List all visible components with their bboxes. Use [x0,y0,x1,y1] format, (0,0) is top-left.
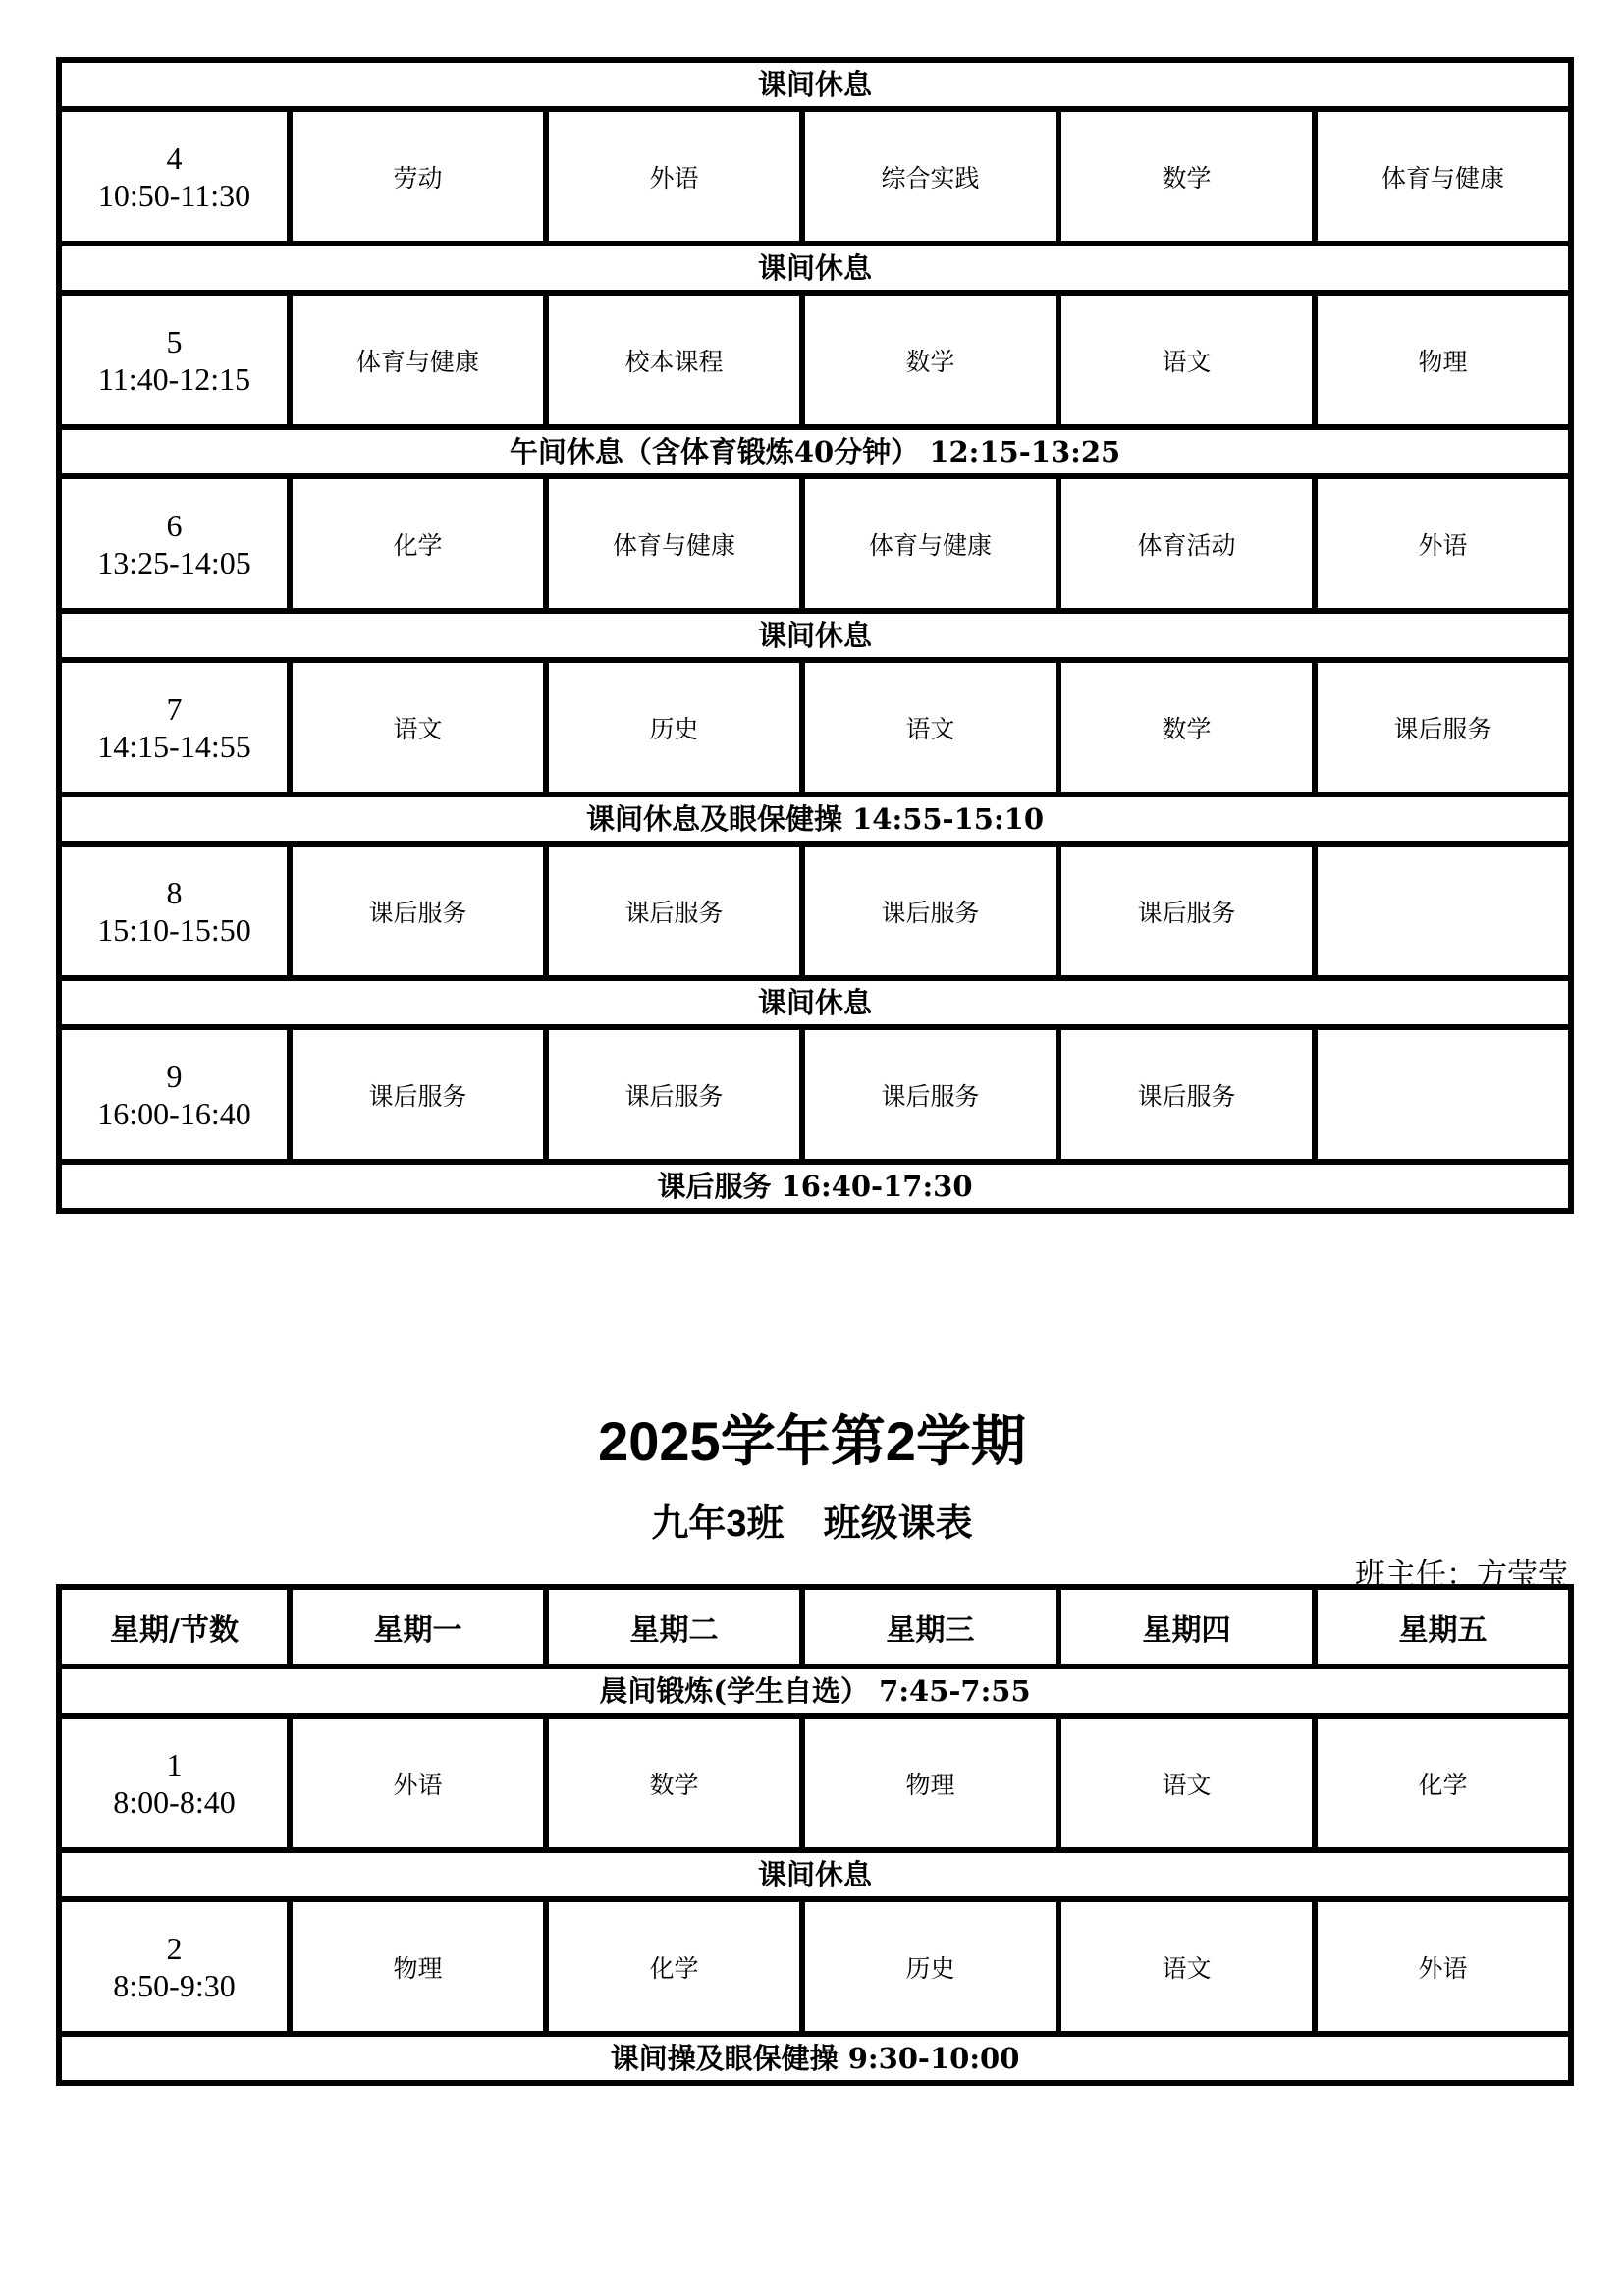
period-row [59,844,1571,978]
period-row [59,109,1571,244]
head-teacher-label: 班主任：方莹莹 [1355,1558,1568,1593]
break-row: 课间休息 [59,1850,1571,1899]
morning-exercise-row: 晨间锻炼(学生自选） 7:45-7:55 [59,1667,1571,1716]
subject-cell-empty [1315,844,1571,978]
schedule-table-continued [56,57,1574,1214]
period-label: 4 10:50-11:30 [59,109,290,244]
subject-cell: 劳动 [290,109,546,244]
period-label: 8 15:10-15:50 [59,844,290,978]
after-school-service-row: 课后服务 16:40-17:30 [59,1162,1571,1211]
subject-cell: 物理 [802,1716,1058,1850]
period-label: 6 13:25-14:05 [59,476,290,611]
subject-cell: 历史 [802,1899,1058,2034]
subject-cell: 语文 [1058,1899,1315,2034]
period-row [59,660,1571,794]
subject-cell: 外语 [1315,1899,1571,2034]
class-name: 九年3班 [651,1503,785,1545]
period-label: 7 14:15-14:55 [59,660,290,794]
subject-cell: 体育与健康 [546,476,802,611]
eye-exercise-break-row: 课间休息及眼保健操 14:55-15:10 [59,794,1571,844]
break-row: 课间休息 [59,611,1571,660]
period-label: 1 8:00-8:40 [59,1716,290,1850]
exercise-break-row: 课间操及眼保健操 9:30-10:00 [59,2034,1571,2083]
period-label: 5 11:40-12:15 [59,293,290,427]
subject-cell: 课后服务 [1058,1027,1315,1162]
header-cell-monday: 星期一 [290,1587,546,1667]
period-label: 2 8:50-9:30 [59,1899,290,2034]
subject-cell: 外语 [546,109,802,244]
subject-cell: 化学 [1315,1716,1571,1850]
page-subtitle [0,1493,1624,1547]
subject-cell: 语文 [802,660,1058,794]
subject-cell: 综合实践 [802,109,1058,244]
subject-cell: 课后服务 [1315,660,1571,794]
header-row [59,1587,1571,1667]
subject-cell: 课后服务 [290,1027,546,1162]
subject-cell: 体育活动 [1058,476,1315,611]
subject-cell: 数学 [802,293,1058,427]
subject-cell: 课后服务 [802,844,1058,978]
period-label: 9 16:00-16:40 [59,1027,290,1162]
break-row: 课间休息 [59,60,1571,109]
subject-cell: 体育与健康 [290,293,546,427]
period-row [59,1027,1571,1162]
subject-cell: 化学 [290,476,546,611]
subject-cell: 语文 [1058,1716,1315,1850]
subject-cell: 物理 [1315,293,1571,427]
subject-cell: 历史 [546,660,802,794]
break-row: 课间休息 [59,978,1571,1027]
subject-cell: 数学 [1058,660,1315,794]
break-row: 课间休息 [59,244,1571,293]
header-cell-tuesday: 星期二 [546,1587,802,1667]
period-row [59,1716,1571,1850]
period-row [59,1899,1571,2034]
subject-cell: 课后服务 [546,844,802,978]
subject-cell-empty [1315,1027,1571,1162]
subtitle-label: 班级课表 [823,1503,973,1545]
period-row [59,476,1571,611]
subject-cell: 物理 [290,1899,546,2034]
period-row [59,293,1571,427]
header-cell-friday: 星期五 [1315,1587,1571,1667]
subject-cell: 外语 [290,1716,546,1850]
subject-cell: 化学 [546,1899,802,2034]
header-cell-wednesday: 星期三 [802,1587,1058,1667]
subject-cell: 课后服务 [802,1027,1058,1162]
subject-cell: 体育与健康 [1315,109,1571,244]
subject-cell: 语文 [1058,293,1315,427]
subject-cell: 课后服务 [546,1027,802,1162]
header-cell-period: 星期/节数 [59,1587,290,1667]
subject-cell: 课后服务 [1058,844,1315,978]
page-title: 2025学年第2学期 [598,1410,1026,1472]
subject-cell: 外语 [1315,476,1571,611]
subject-cell: 数学 [1058,109,1315,244]
subject-cell: 体育与健康 [802,476,1058,611]
header-cell-thursday: 星期四 [1058,1587,1315,1667]
subject-cell: 课后服务 [290,844,546,978]
schedule-table [56,1584,1574,2086]
subject-cell: 语文 [290,660,546,794]
subject-cell: 数学 [546,1716,802,1850]
subject-cell: 校本课程 [546,293,802,427]
lunch-break-row: 午间休息（含体育锻炼40分钟） 12:15-13:25 [59,427,1571,476]
